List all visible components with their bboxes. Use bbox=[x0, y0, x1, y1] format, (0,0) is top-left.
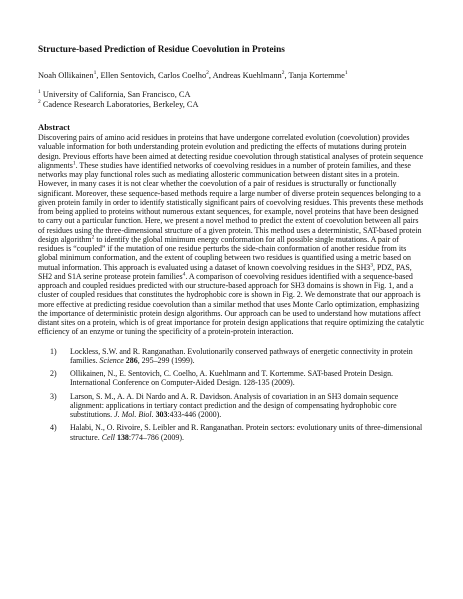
author-list bbox=[38, 70, 425, 81]
reference-item: 4) Halabi, N., O. Rivoire, S. Leibler and R. Ranganathan. Protein sectors: evolutionary units of three-dimensional structure. Cell 138:774–786 (2009). bbox=[50, 423, 423, 442]
author: Noah Ollikainen$^1$, bbox=[38, 70, 101, 80]
author: Tanja Kortemme$^1$ bbox=[288, 70, 348, 80]
reference-item: 3) Larson, S. M., A. A. Di Nardo and A. R. Davidson. Analysis of covariation in an SH3 domain sequence alignment: applications in tertiary contact prediction and the design of compensating hydrophobic core substitutions. J. Mol. Biol. 303:433-446 (2000). bbox=[50, 391, 399, 419]
paper-title: Structure-based Prediction of Residue Coevolution in Proteins bbox=[38, 45, 285, 55]
affiliation: $^2$ Cadence Research Laboratories, Berkeley, CA bbox=[38, 99, 199, 109]
reference-list bbox=[38, 347, 425, 442]
reference-item: 1) Lockless, S.W. and R. Ranganathan. Evolutionarily conserved pathways of energetic connectivity in protein families. Science 286, 295–299 (1999). bbox=[50, 346, 413, 365]
abstract-heading: Abstract bbox=[38, 122, 70, 132]
abstract-body: Discovering pairs of amino acid residues in proteins that have undergone correlated evolution (coevolution) provides valuable information for both understanding protein evolution and predicting the effects of mutations during protein design. Previous efforts have been aimed at detecting residue coevolution through statistical analyses of protein sequence alignments$^1$. These studies have identified networks of coevolving residues in a number of protein families, and these networks may play functional roles such as mediating allosteric communication between distant sites in a protein. However, in many cases it is not clear whether the coevolution of a pair of residues is structurally or functionally significant. Moreover, these sequence-based methods require a large number of diverse protein sequences belonging to a given protein family in order to identify statistically significant pairs of coevolving residues. This prevents these methods from being applied to proteins without numerous extant sequences, for example, novel proteins that have been designed to carry out a particular function. Here, we present a novel method to predict the extent of coevolution between all pairs of residues using the three-dimensional structure of a given protein. This method uses a deterministic, SAT-based protein design algorithm$^2$ to identify the global minimum energy conformation for all possible single mutations. A pair of residues is “coupled” if the mutation of one residue perturbs the side-chain conformation of another residue from its global minimum conformation, and the extent of coupling between two residues is quantified using a metric based on mutual information. This approach is evaluated using a dataset of known coevolving residues in the $SH3^3$, PDZ, PAS, SH2 and S1A serine protease protein families$^4$. A comparison of coevolving residues identified with a sequence-based approach and coupled residues predicted with our structure-based approach for SH3 domains is shown in Fig. 1, and a cluster of coupled residues that constitutes the hydrophobic core is shown in Fig. 2. We demonstrate that our approach is more effective at predicting residue coevolution than a similar method that uses Monte Carlo optimization, emphasizing the importance of deterministic protein design algorithms. Our approach can be used to understand how mutations affect distant sites on a protein, which is of great importance for protein design applications that require optimizing the catalytic efficiency of an enzyme or tuning the specificity of a protein-protein interaction. bbox=[38, 133, 424, 337]
author: Andreas Kuehlmann$^2$, bbox=[212, 70, 289, 80]
author: Ellen Sentovich, bbox=[100, 71, 158, 80]
affiliation: $^1$ University of California, San Francisco, CA bbox=[38, 89, 191, 99]
reference-item: 2) Ollikainen, N., E. Sentovich, C. Coelho, A. Kuehlmann and T. Kortemme. SAT-based Protein Design. International Conference on Computer-Aided Design. 128-135 (2009). bbox=[50, 369, 394, 388]
author: Carlos Coelho$^2$, bbox=[157, 70, 213, 80]
affiliations bbox=[38, 90, 425, 110]
